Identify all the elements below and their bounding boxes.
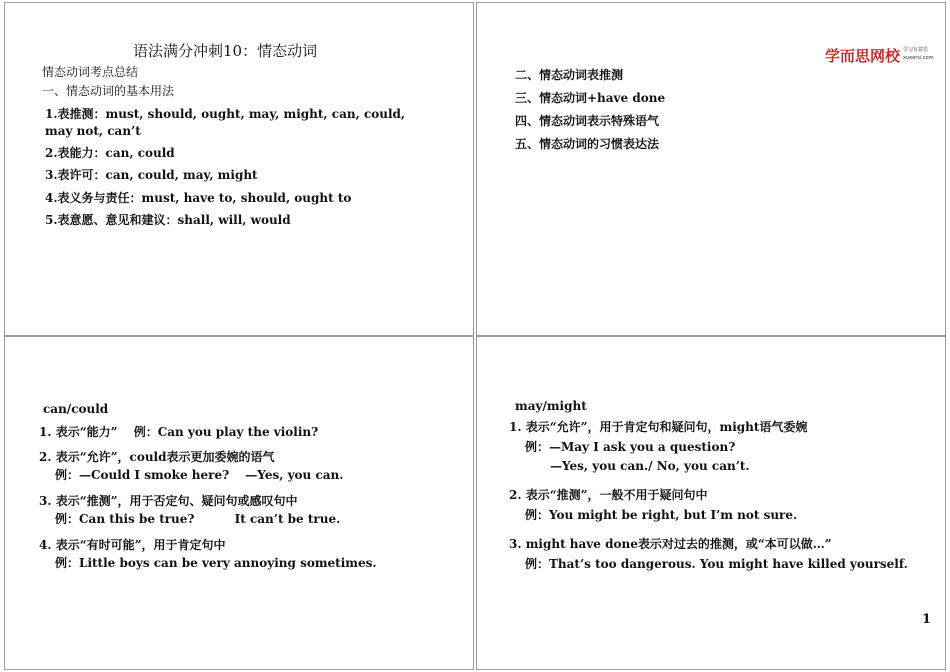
example-line: 例：That’s too dangerous. You might have killed yourself. <box>525 557 908 571</box>
section-heading: 一、情态动词的基本用法 <box>42 84 175 98</box>
slide-3 <box>4 336 474 670</box>
example-line: 例：Little boys can be very annoying sometimes. <box>55 556 377 570</box>
list-item-continued: may not, can’t <box>45 124 141 138</box>
list-item: 3. 表示“推测”，用于否定句、疑问句或感叹句中 <box>39 494 298 508</box>
list-item: 1.表推测：must, should, ought, may, might, can, could, <box>45 107 406 121</box>
logo-tagline: 学习有意思 <box>903 47 929 53</box>
example-line: 例：—Could I smoke here? —Yes, you can. <box>55 468 344 482</box>
outline-item: 五、情态动词的习惯表达法 <box>515 137 660 151</box>
logo-text: 学而思网校 <box>825 47 901 65</box>
slide-subtitle: 情态动词考点总结 <box>42 65 139 79</box>
slide-1 <box>4 2 474 336</box>
list-item: 2. 表示“允许”，could表示更加委婉的语气 <box>39 450 275 464</box>
example-line: 例：Can this be true? It can’t be true. <box>55 512 341 526</box>
slide-heading: can/could <box>43 402 109 416</box>
list-item: 4.表义务与责任：must, have to, should, ought to <box>45 191 352 205</box>
list-item: 2.表能力：can, could <box>45 146 175 160</box>
list-item: 4. 表示“有时可能”，用于肯定句中 <box>39 538 226 552</box>
slide-4 <box>476 336 946 670</box>
brand-logo <box>825 45 937 69</box>
list-item: 1. 表示“允许”，用于肯定句和疑问句，might语气委婉 <box>509 420 808 434</box>
logo-url: xueersi.com <box>903 55 934 61</box>
slide-title: 语法满分冲刺10：情态动词 <box>133 42 318 60</box>
list-item: 2. 表示“推测”，一般不用于疑问句中 <box>509 488 708 502</box>
example-line: 例：You might be right, but I’m not sure. <box>525 508 798 522</box>
list-item: 1. 表示“能力” 例：Can you play the violin? <box>39 425 319 439</box>
list-item: 5.表意愿、意见和建议：shall, will, would <box>45 213 291 227</box>
example-line: 例：—May I ask you a question? <box>525 440 736 454</box>
list-item: 3.表许可：can, could, may, might <box>45 168 258 182</box>
outline-item: 三、情态动词+have done <box>515 91 666 105</box>
example-line: —Yes, you can./ No, you can’t. <box>550 459 750 473</box>
slide-2 <box>476 2 946 336</box>
list-item: 3. might have done表示对过去的推测，或“本可以做…” <box>509 537 832 551</box>
outline-item: 二、情态动词表推测 <box>515 68 624 82</box>
page-number: 1 <box>921 612 931 627</box>
outline-item: 四、情态动词表示特殊语气 <box>515 114 660 128</box>
slide-heading: may/might <box>515 399 587 413</box>
